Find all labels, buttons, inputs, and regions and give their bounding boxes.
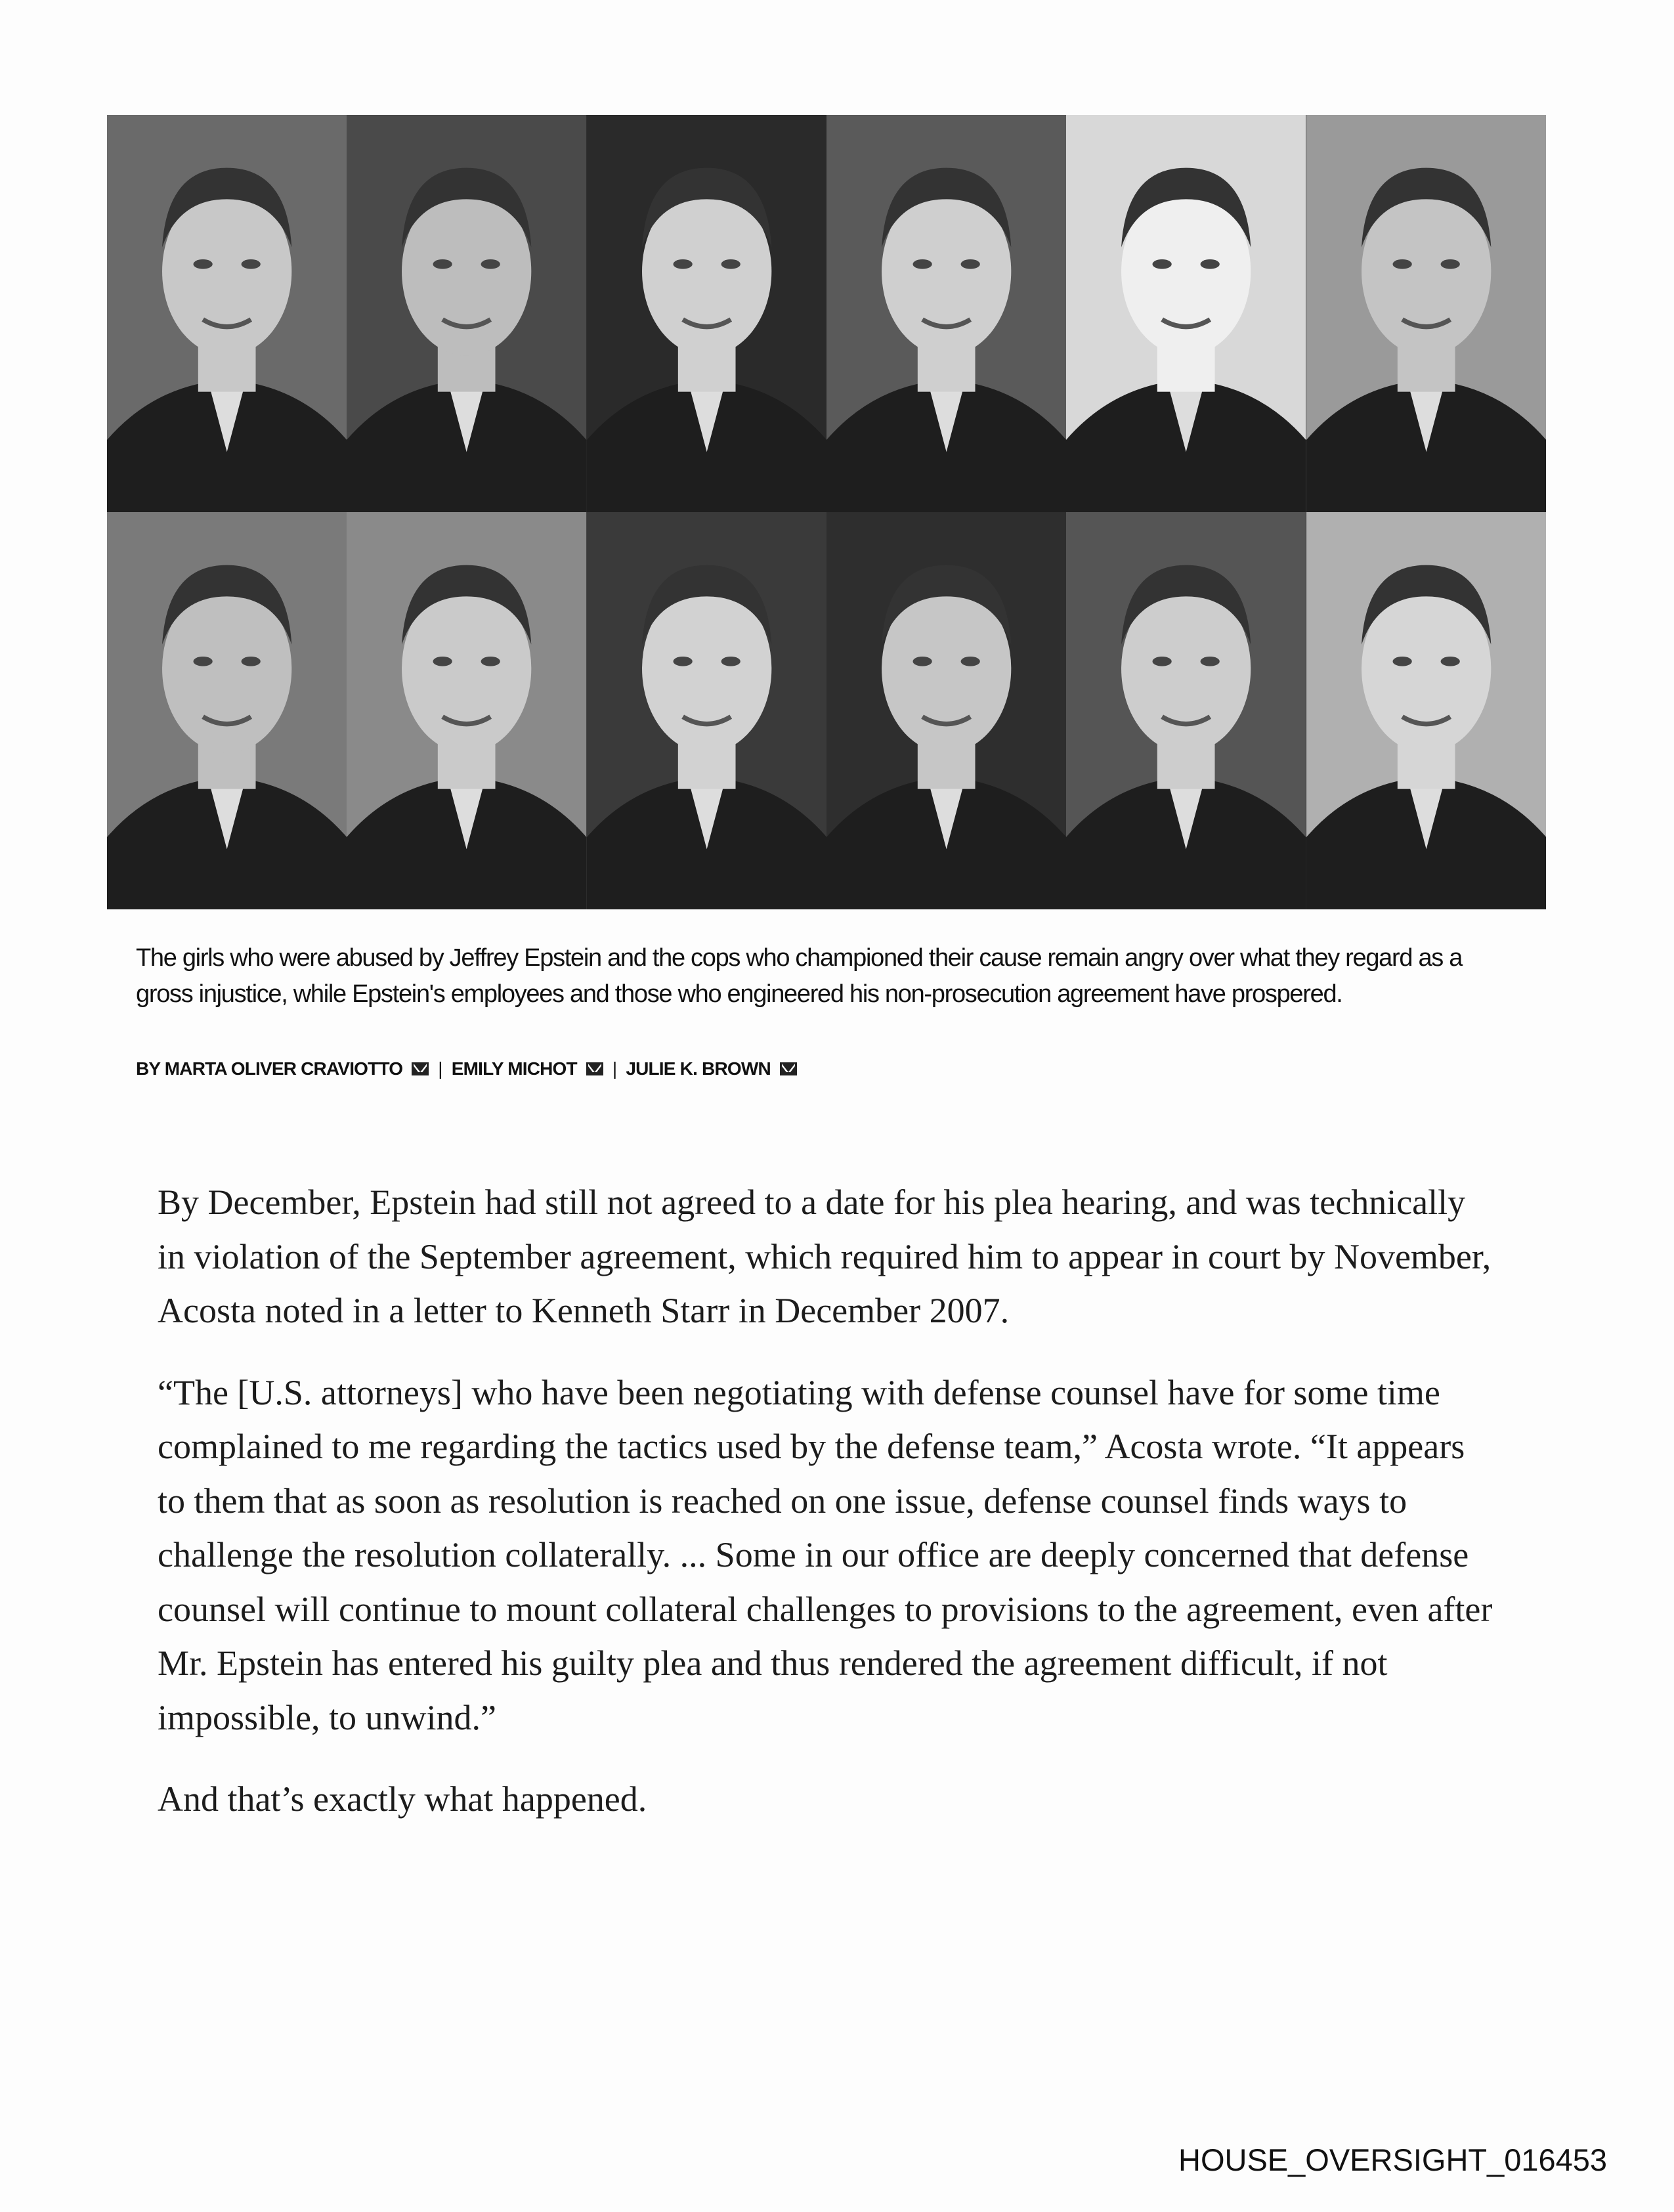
portrait-photo: [107, 512, 347, 909]
byline-separator: |: [438, 1058, 442, 1079]
photo-caption: The girls who were abused by Jeffrey Epstein and the cops who championed their cause remain angry over what they regard as a gross injustice, while Epstein's employees and those who engineered his non-prosecution agreement have prospered.: [136, 944, 1463, 1008]
byline-separator: |: [612, 1058, 617, 1079]
author-1[interactable]: BY MARTA OLIVER CRAVIOTTO: [136, 1058, 403, 1079]
author-2[interactable]: EMILY MICHOT: [451, 1058, 577, 1079]
paragraph: And that’s exactly what happened.: [158, 1779, 647, 1819]
portrait-photo: [826, 115, 1066, 512]
portrait-photo: [347, 115, 586, 512]
portrait-photo: [1306, 512, 1546, 909]
envelope-icon[interactable]: [412, 1062, 429, 1075]
document-id: HOUSE_OVERSIGHT_016453: [1178, 2142, 1608, 2177]
portrait-photo: [1066, 115, 1306, 512]
portrait-photo: [1066, 512, 1306, 909]
envelope-icon[interactable]: [586, 1062, 603, 1075]
portrait-photo: [587, 512, 826, 909]
article-body: [158, 1175, 1497, 1854]
byline: [136, 1058, 797, 1079]
author-3[interactable]: JULIE K. BROWN: [626, 1058, 771, 1079]
portrait-photo: [107, 115, 347, 512]
portrait-photo: [1306, 115, 1546, 512]
paragraph: “The [U.S. attorneys] who have been negotiating with defense counsel have for some time complained to me regarding the tactics used by the defense team,” Acosta wrote. “It appears to them that as soon as resolution is reached on one issue, defense counsel finds ways to challenge the resolution collaterally. ... Some in our office are deeply concerned that defense counsel will continue to mount collateral challenges to provisions to the agreement, even after Mr. Epstein has entered his guilty plea and thus rendered the agreement difficult, if not impossible, to unwind.”: [158, 1372, 1493, 1737]
portrait-photo: [347, 512, 586, 909]
portrait-photo: [587, 115, 826, 512]
paragraph: By December, Epstein had still not agreed to a date for his plea hearing, and was technically in violation of the September agreement, which required him to appear in court by November, Acosta noted in a letter to Kenneth Starr in December 2007.: [158, 1182, 1492, 1330]
portrait-photo: [826, 512, 1066, 909]
photo-grid: [107, 115, 1546, 909]
envelope-icon[interactable]: [780, 1062, 797, 1075]
